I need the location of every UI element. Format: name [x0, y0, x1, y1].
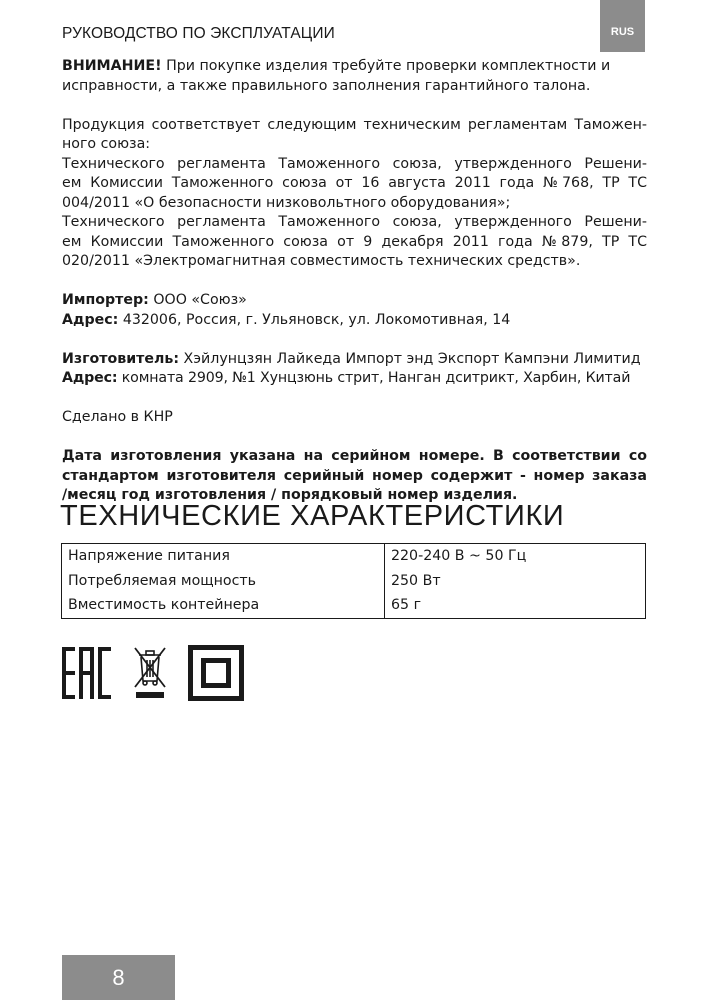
specs-title: ТЕХНИЧЕСКИЕ ХАРАКТЕРИСТИКИ [60, 500, 565, 532]
weee-crossed-bin-icon [130, 645, 170, 701]
table-row [62, 569, 646, 594]
spec-value: 250 Вт [391, 572, 441, 589]
double-insulation-icon [188, 645, 244, 701]
eac-icon [62, 645, 112, 701]
table-row [62, 593, 646, 618]
compliance-line: Продукция соответствует следующим техническим регламентам Таможен- [62, 116, 647, 133]
specs-table [61, 543, 646, 619]
compliance-line: ного союза: [62, 136, 151, 152]
date-note-line: стандартом изготовителя серийный номер содержит - номер заказа [62, 467, 647, 484]
manufacturer-address-line [62, 369, 647, 389]
date-note-line: /месяц год изготовления / порядковый номер изделия. [62, 487, 518, 503]
compliance-line: Технического регламента Таможенного союза, утвержденного Решени- [62, 155, 647, 172]
page-header-title: РУКОВОДСТВО ПО ЭКСПЛУАТАЦИИ [62, 25, 335, 42]
importer-label: Импортер: [62, 292, 149, 308]
spec-name: Напряжение питания [62, 544, 385, 569]
page-number: 8 [62, 955, 175, 1000]
spec-name: Вместимость контейнера [62, 593, 385, 618]
compliance-line: 004/2011 «О безопасности низковольтного оборудования»; [62, 194, 511, 211]
spec-value: 65 г [391, 597, 422, 614]
compliance-paragraph [62, 116, 647, 272]
date-note-line: Дата изготовления указана на серийном номере. В соответствии со [62, 448, 647, 464]
language-tab: RUS [600, 0, 645, 52]
compliance-line: Технического регламента Таможенного союза, утвержденного Решени- [62, 214, 647, 230]
manufacturer-line [62, 350, 647, 370]
spec-name: Потребляемая мощность [62, 569, 385, 594]
importer-address-line [62, 311, 647, 331]
importer-value: ООО «Союз» [148, 292, 247, 308]
manufacturer-address-label: Адрес: [62, 370, 118, 386]
date-note [62, 447, 647, 506]
spec-value: 220-240 В ~ 50 Гц [391, 548, 527, 565]
importer-line [62, 291, 647, 311]
origin-line: Сделано в КНР [62, 409, 173, 425]
importer-address-label: Адрес: [62, 311, 119, 328]
certification-marks [62, 645, 244, 703]
table-row [62, 544, 646, 569]
warning-paragraph [62, 57, 647, 96]
importer-address-value: 432006, Россия, г. Ульяновск, ул. Локомотивная, 14 [118, 311, 511, 328]
compliance-line: ем Комиссии Таможенного союза от 9 декабря 2011 года №879, ТР ТС [62, 233, 647, 250]
warning-label: ВНИМАНИЕ! [62, 58, 162, 74]
warning-text-line1: При покупке изделия требуйте проверки комплектности и [161, 58, 611, 74]
document-body [62, 57, 647, 506]
compliance-line: 020/2011 «Электромагнитная совместимость технических средств». [62, 253, 581, 269]
manufacturer-address-value: комната 2909, №1 Хунцзюнь стрит, Нанган дситрикт, Харбин, Китай [117, 370, 631, 386]
warning-text-line2: исправности, а также правильного заполнения гарантийного талона. [62, 77, 591, 94]
manufacturer-label: Изготовитель: [62, 350, 180, 367]
manufacturer-value: Хэйлунцзян Лайкеда Импорт энд Экспорт Кампэни Лимитид [179, 350, 641, 367]
compliance-line: ем Комиссии Таможенного союза от 16 августа 2011 года №768, ТР ТС [62, 175, 647, 191]
